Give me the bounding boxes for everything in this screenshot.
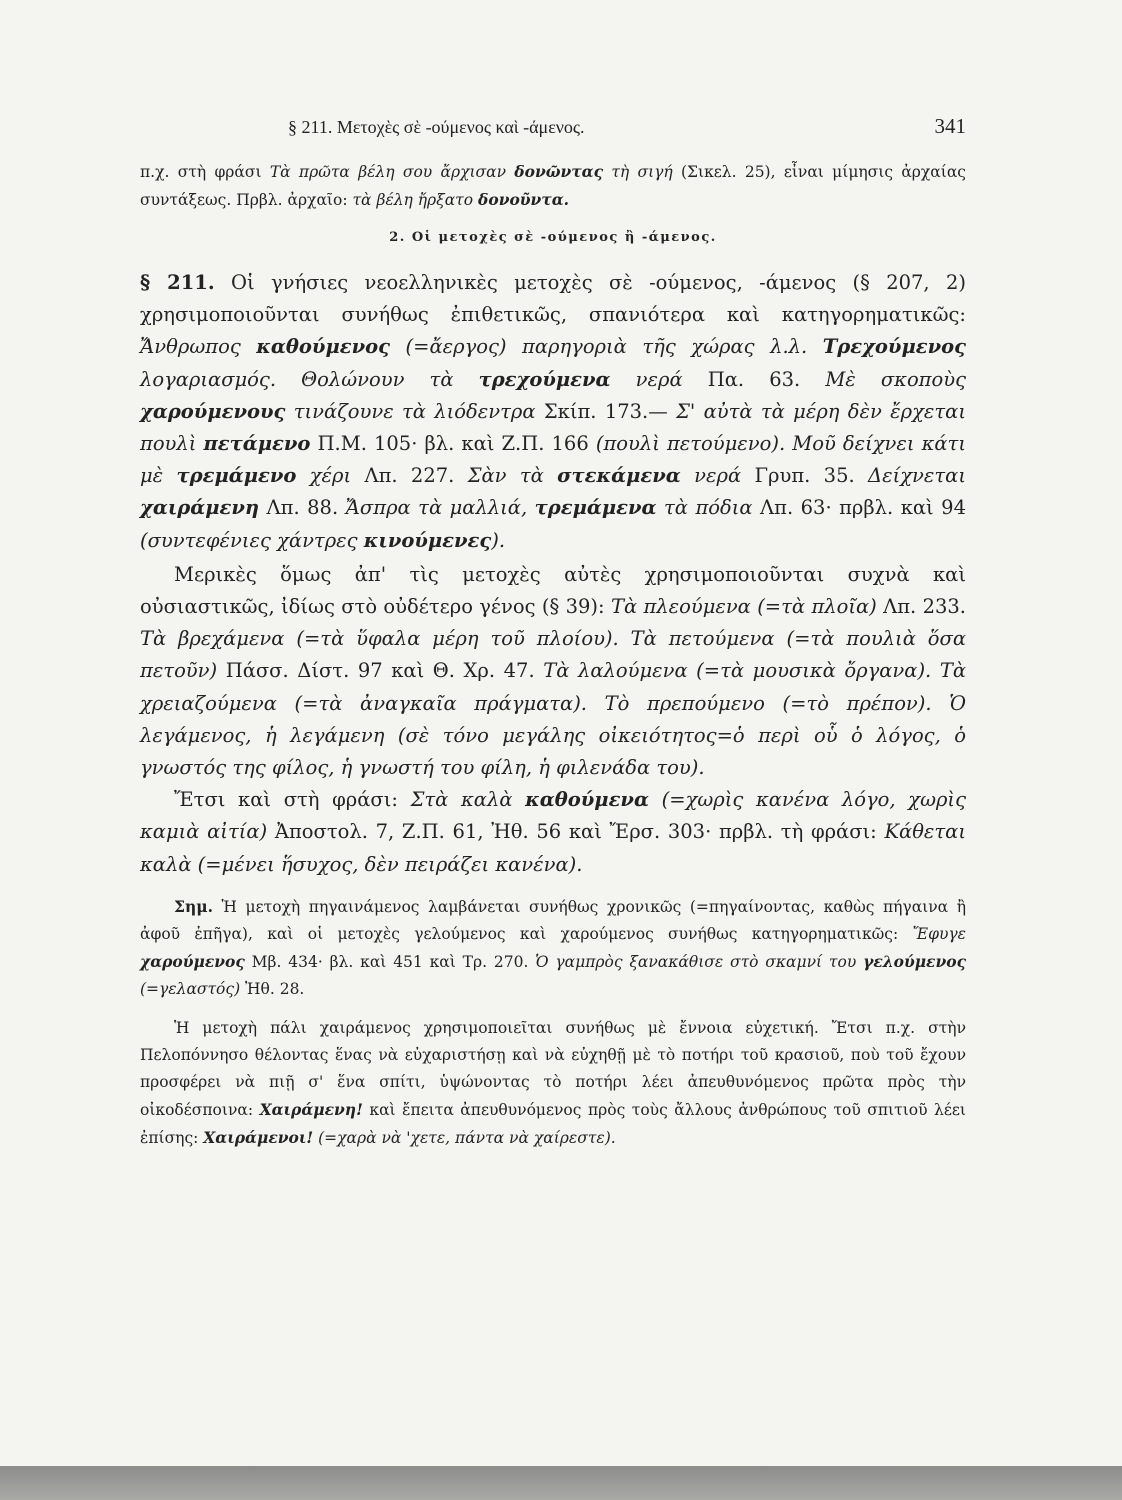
intro-paragraph: π.χ. στὴ φράσι Τὰ πρῶτα βέλη σου ἄρχισαν δονῶντας τὴ σιγή (Σικελ. 25), εἶναι μίμησις ἀρχαίας συντάξεως. Πρβλ. ἀρχαῖο: τὰ βέλη ἤρξατο δονοῦντα.	[140, 162, 966, 209]
page-number: 341	[934, 114, 966, 138]
section-subheading: 2. Οἱ μετοχὲς σὲ -ούμενος ἢ -άμενος.	[389, 230, 717, 245]
running-title: § 211. Μετοχὲς σὲ -ούμενος καὶ -άμενος.	[288, 117, 585, 137]
note-label: Σημ.	[174, 896, 213, 916]
book-page	[140, 114, 966, 1152]
section-label: § 211.	[140, 271, 215, 294]
etsi-paragraph: Ἔτσι καὶ στὴ φράσι: Στὰ καλὰ καθούμενα (=χωρὶς κανένα λόγο, χωρὶς καμιὰ αἰτία) Ἀποστολ. 7, Ζ.Π. 61, Ἠθ. 56 καὶ Ἔρσ. 303· πρβλ. τὴ φράσι: Κάθεται καλὰ (=μένει ἥσυχος, δὲν πειράζει κανένα).	[140, 788, 966, 876]
note-paragraph: Σημ. Ἡ μετοχὴ πηγαινάμενος λαμβάνεται συνήθως χρονικῶς (=πηγαίνοντας, καθὼς πήγαινα ἢ ἀφοῦ ἐπῆγα), καὶ οἱ μετοχὲς γελούμενος καὶ χαρούμενος συνήθως κατηγορηματικῶς: Ἔφυγε χαρούμενος Μβ. 434· βλ. καὶ 451 καὶ Τρ. 270. Ὁ γαμπρὸς ξανακάθισε στὸ σκαμνί του γελούμενος (=γελαστός) Ἠθ. 28.	[140, 896, 967, 998]
section-211-paragraph: § 211. Οἱ γνήσιες νεοελληνικὲς μετοχὲς σὲ -ούμενος, -άμενος (§ 207, 2) χρησιμοποιοῦνται συνήθως ἐπιθετικῶς, σπανιότερα καὶ κατηγορηματικῶς: Ἄνθρωπος καθούμενος (=ἄεργος) παρηγοριὰ τῆς χώρας λ.λ. Τρεχούμενος λογαριασμός. Θολώνουν τὰ τρεχούμενα νερά Πα. 63. Μὲ σκοποὺς χαρούμενους τινάζουνε τὰ λιόδεντρα Σκίπ. 173.— Σ' αὐτὰ τὰ μέρη δὲν ἔρχεται πουλὶ πετάμενο Π.Μ. 105· βλ. καὶ Ζ.Π. 166 (πουλὶ πετούμενο). Μοῦ δείχνει κάτι μὲ τρεμάμενο χέρι Λπ. 227. Σὰν τὰ στεκάμενα νερά Γρυπ. 35. Δείχνεται χαιράμενη Λπ. 88. Ἄσπρα τὰ μαλλιά, τρεμάμενα τὰ πόδια Λπ. 63· πρβλ. καὶ 94 (συντεφένιες χάντρες κινούμενες).	[140, 271, 967, 552]
running-header	[288, 114, 966, 144]
final-paragraph: Ἡ μετοχὴ πάλι χαιράμενος χρησιμοποιεῖται συνήθως μὲ ἔννοια εὐχετική. Ἔτσι π.χ. στὴν Πελοπόννησο θέλοντας ἕνας νὰ εὐχαριστήσῃ καὶ νὰ εὐχηθῇ μὲ τὸ ποτήρι τοῦ κρασιοῦ, ποὺ τοῦ ἔχουν προσφέρει νὰ πιῇ σ' ἕνα σπίτι, ὑψώνοντας τὸ ποτήρι λέει ἀπευθυνόμενος πρῶτα πρὸς τὴν οἰκοδέσποινα: Χαιράμενη! καὶ ἔπειτα ἀπευθυνόμενος πρὸς τοὺς ἄλλους ἀνθρώπους τοῦ σπιτιοῦ λέει ἐπίσης: Χαιράμενοι! (=χαρὰ νὰ 'χετε, πάντα νὰ χαίρεστε).	[140, 1018, 966, 1147]
nouns-paragraph: Μερικὲς ὅμως ἀπ' τὶς μετοχὲς αὐτὲς χρησιμοποιοῦνται συχνὰ καὶ οὐσιαστικῶς, ἰδίως στὸ οὐδέτερο γένος (§ 39): Τὰ πλεούμενα (=τὰ πλοῖα) Λπ. 233. Τὰ βρεχάμενα (=τὰ ὕφαλα μέρη τοῦ πλοίου). Τὰ πετούμενα (=τὰ πουλιὰ ὅσα πετοῦν) Πάσσ. Δίστ. 97 καὶ Θ. Χρ. 47. Τὰ λαλούμενα (=τὰ μουσικὰ ὄργανα). Τὰ χρειαζούμενα (=τὰ ἀναγκαῖα πράγματα). Τὸ πρεπούμενο (=τὸ πρέπον). Ὁ λεγάμενος, ἡ λεγάμενη (σὲ τόνο μεγάλης οἰκειότητος=ὁ περὶ οὗ ὁ λόγος, ὁ γνωστός της φίλος, ἡ γνωστή του φίλη, ἡ φιλενάδα του).	[140, 562, 966, 780]
scan-edge	[0, 1466, 1122, 1500]
